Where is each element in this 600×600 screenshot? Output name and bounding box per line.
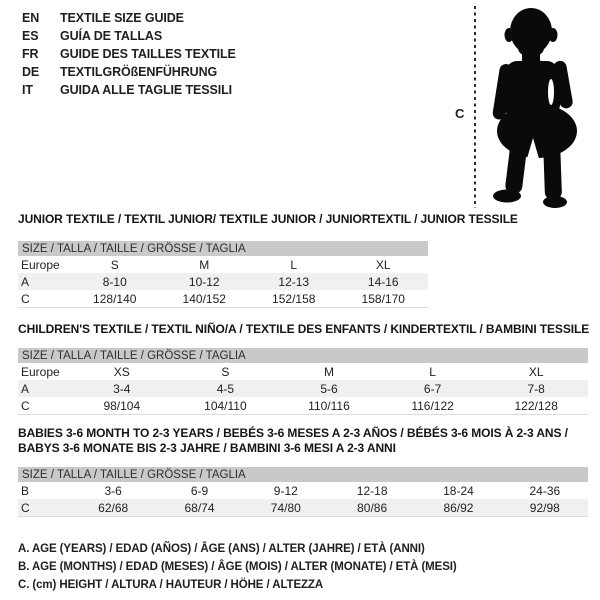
row-label: C — [21, 398, 30, 413]
section-childrens-textile — [18, 322, 590, 415]
size-cell: 18-24 — [443, 483, 474, 498]
size-cell: 68/74 — [184, 500, 215, 515]
size-cell: S — [110, 257, 119, 272]
size-cell: 122/128 — [514, 398, 558, 413]
table-title: CHILDREN'S TEXTILE / TEXTIL NIÑO/A / TEXTILE DES ENFANTS / KINDERTEXTIL / BAMBINI TESSILE — [18, 322, 590, 336]
lang-title: TEXTILGRÖßENFÜHRUNG — [60, 65, 218, 79]
lang-code: DE — [22, 65, 40, 79]
table-title: JUNIOR TEXTILE / TEXTIL JUNIOR/ TEXTILE JUNIOR / JUNIORTEXTIL / JUNIOR TESSILE — [18, 212, 518, 226]
size-cell: 116/122 — [411, 398, 454, 413]
size-cell: 104/110 — [204, 398, 247, 413]
size-cell: 24-36 — [529, 483, 561, 498]
size-cell: 86/92 — [443, 500, 474, 515]
table-title: BABIES 3-6 MONTH TO 2-3 YEARS / BEBÉS 3-6 MESES A 2-3 AÑOS / BÉBÉS 3-6 MOIS À 2-3 ANS / — [18, 426, 568, 440]
size-cell: 110/116 — [308, 398, 350, 413]
row-label: B — [21, 483, 30, 498]
size-cell: 6-7 — [423, 381, 442, 396]
lang-row-it — [22, 81, 236, 99]
size-cell: 10-12 — [188, 274, 220, 289]
size-cell: M — [199, 257, 210, 272]
size-cell: 5-6 — [320, 381, 338, 396]
lang-title: GUIDE DES TAILLES TEXTILE — [60, 47, 236, 61]
row-label: A — [21, 274, 30, 289]
size-cell: 14-16 — [367, 274, 399, 289]
size-cell: XL — [375, 257, 391, 272]
lang-title: GUÍA DE TALLAS — [60, 29, 163, 43]
table-row — [18, 397, 588, 415]
row-label: C — [21, 291, 30, 306]
size-header-bar: SIZE / TALLA / TAILLE / GRÖSSE / TAGLIA — [18, 348, 588, 363]
height-measure-label: C — [455, 106, 465, 121]
size-cell: 4-5 — [216, 381, 235, 396]
size-cell: 3-6 — [104, 483, 122, 498]
row-label: Europe — [21, 364, 60, 379]
babies-size-table — [18, 467, 588, 517]
row-label: C — [21, 500, 30, 515]
size-cell: L — [429, 364, 436, 379]
lang-row-en — [22, 9, 236, 27]
size-cell: 62/68 — [98, 500, 129, 515]
table-row — [18, 256, 428, 273]
row-label: A — [21, 381, 30, 396]
lang-code: EN — [22, 11, 40, 25]
size-header-bar: SIZE / TALLA / TAILLE / GRÖSSE / TAGLIA — [18, 241, 428, 256]
baby-silhouette-icon — [486, 4, 590, 210]
size-cell: 74/80 — [270, 500, 301, 515]
size-tables-area — [18, 212, 590, 594]
table-row — [18, 290, 428, 308]
note-age-years: A. AGE (YEARS) / EDAD (AÑOS) / ÂGE (ANS) / ALTER (JAHRE) / ETÀ (ANNI) — [18, 543, 425, 555]
size-cell: 92/98 — [529, 500, 560, 515]
size-cell: 152/158 — [272, 291, 316, 306]
size-cell: 140/152 — [182, 291, 226, 306]
lang-row-de — [22, 63, 236, 81]
table-row — [18, 380, 588, 397]
size-cell: M — [323, 364, 334, 379]
table-row — [18, 363, 588, 380]
size-cell: 80/86 — [357, 500, 388, 515]
table-title-line2: BABYS 3-6 MONATE BIS 2-3 JAHRE / BAMBINI 3-6 MESI A 2-3 ANNI — [18, 441, 396, 455]
size-cell: 9-12 — [273, 483, 298, 498]
size-cell: 98/104 — [103, 398, 141, 413]
size-cell: 6-9 — [190, 483, 209, 498]
size-header-bar: SIZE / TALLA / TAILLE / GRÖSSE / TAGLIA — [18, 467, 588, 482]
section-babies-textile — [18, 426, 590, 517]
size-cell: 3-4 — [113, 381, 131, 396]
children-size-table — [18, 348, 588, 415]
footnotes — [18, 540, 590, 594]
size-cell: 128/140 — [93, 291, 137, 306]
table-row — [18, 273, 428, 290]
row-label: Europe — [21, 257, 60, 272]
size-cell: 12-18 — [356, 483, 388, 498]
size-cell: 12-13 — [278, 274, 310, 289]
table-row — [18, 499, 588, 517]
lang-code: ES — [22, 29, 39, 43]
size-cell: S — [221, 364, 230, 379]
section-junior-textile — [18, 212, 590, 308]
size-cell: 7-8 — [527, 381, 545, 396]
size-cell: XL — [528, 364, 544, 379]
height-measure-line — [474, 6, 476, 208]
lang-title: TEXTILE SIZE GUIDE — [60, 11, 184, 25]
lang-row-es — [22, 27, 236, 45]
size-cell: 158/170 — [361, 291, 405, 306]
table-row — [18, 482, 588, 499]
lang-title: GUIDA ALLE TAGLIE TESSILI — [60, 83, 233, 97]
note-height-cm: C. (cm) HEIGHT / ALTURA / HAUTEUR / HÖHE / ALTEZZA — [18, 579, 324, 591]
language-header — [22, 9, 236, 99]
size-cell: XS — [113, 364, 130, 379]
note-age-months: B. AGE (MONTHS) / EDAD (MESES) / ÂGE (MOIS) / ALTER (MONATE) / ETÀ (MESI) — [18, 561, 457, 573]
lang-row-fr — [22, 45, 236, 63]
size-cell: 8-10 — [102, 274, 127, 289]
lang-code: IT — [22, 83, 33, 97]
lang-code: FR — [22, 47, 39, 61]
junior-size-table — [18, 241, 428, 308]
size-cell: L — [290, 257, 298, 272]
